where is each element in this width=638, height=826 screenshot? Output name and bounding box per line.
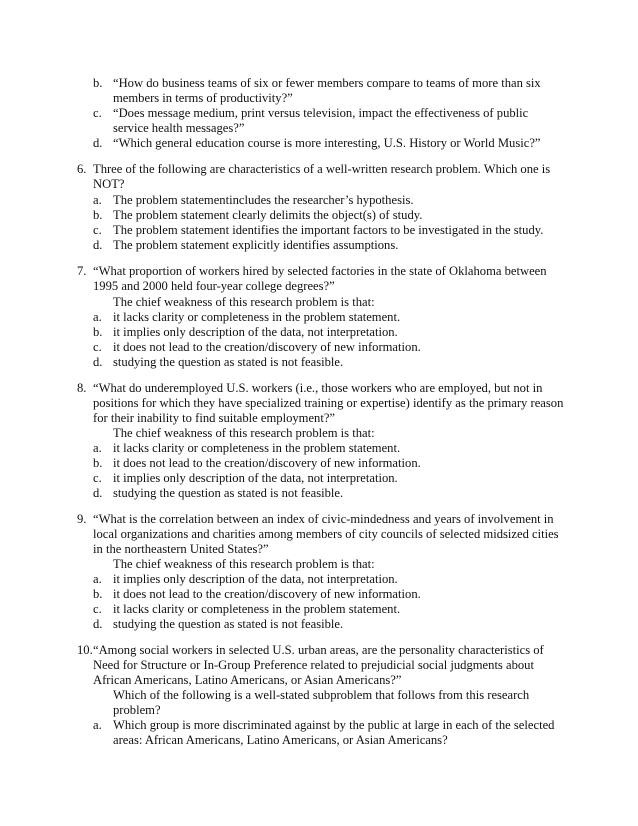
question-text: Need for Structure or In-Group Preference related to prejudicial social judgments about — [93, 658, 534, 672]
question-text: “What proportion of workers hired by selected factories in the state of Oklahoma between — [93, 264, 547, 278]
question-text: “What do underemployed U.S. workers (i.e., those workers who are employed, but not in — [93, 381, 543, 395]
question-stem: The chief weakness of this research problem is that: — [113, 557, 375, 571]
question-number: 8. — [77, 381, 87, 395]
question-text: Three of the following are characteristics of a well-written research problem. Which one is — [93, 162, 551, 176]
option-text: it does not lead to the creation/discovery of new information. — [113, 340, 421, 354]
option-marker: b. — [93, 587, 103, 601]
question-stem: Which of the following is a well-stated subproblem that follows from this research — [113, 688, 530, 702]
option-marker: c. — [93, 471, 102, 485]
option-marker: a. — [93, 193, 102, 207]
question-text: African Americans, Latino Americans, or Asian Americans?” — [93, 673, 402, 687]
option-marker: b. — [93, 325, 103, 339]
option-text: it implies only description of the data, not interpretation. — [113, 471, 398, 485]
option-text: it implies only description of the data, not interpretation. — [113, 572, 398, 586]
question-text: NOT? — [93, 177, 125, 191]
question-text: for their inability to find suitable employment?” — [93, 411, 336, 425]
option-text: areas: African Americans, Latino Americans, or Asian Americans? — [113, 733, 448, 747]
option-text: “Does message medium, print versus television, impact the effectiveness of public — [113, 106, 529, 120]
option-marker: b. — [93, 208, 103, 222]
option-marker: a. — [93, 572, 102, 586]
option-marker: d. — [93, 238, 103, 252]
option-marker: a. — [93, 718, 102, 732]
question-text: “Among social workers in selected U.S. urban areas, are the personality characteristics of — [93, 643, 544, 657]
option-marker: b. — [93, 456, 103, 470]
option-marker: c. — [93, 602, 102, 616]
option-marker: d. — [93, 355, 103, 369]
option-text: it lacks clarity or completeness in the problem statement. — [113, 310, 401, 324]
option-text: The problem statement identifies the important factors to be investigated in the study. — [113, 223, 544, 237]
option-text: it lacks clarity or completeness in the problem statement. — [113, 602, 401, 616]
option-text: it lacks clarity or completeness in the problem statement. — [113, 441, 401, 455]
option-text: service health messages?” — [113, 121, 245, 135]
option-marker: a. — [93, 441, 102, 455]
question-number: 9. — [77, 512, 87, 526]
option-text: studying the question as stated is not feasible. — [113, 355, 344, 369]
option-text: it does not lead to the creation/discovery of new information. — [113, 587, 421, 601]
question-number: 10. — [77, 643, 93, 657]
option-text: it implies only description of the data, not interpretation. — [113, 325, 398, 339]
option-text: The problem statementincludes the researcher’s hypothesis. — [113, 193, 414, 207]
option-text: studying the question as stated is not feasible. — [113, 486, 344, 500]
question-text: 1995 and 2000 held four-year college degrees?” — [93, 279, 335, 293]
option-marker: d. — [93, 617, 103, 631]
option-text: The problem statement clearly delimits the object(s) of study. — [113, 208, 423, 222]
option-text: studying the question as stated is not feasible. — [113, 617, 344, 631]
question-text: in the northeastern United States?” — [93, 542, 269, 556]
option-text: The problem statement explicitly identifies assumptions. — [113, 238, 399, 252]
question-text: “What is the correlation between an index of civic-mindedness and years of involvement in — [93, 512, 554, 526]
option-marker: b. — [93, 76, 103, 90]
option-marker: c. — [93, 106, 102, 120]
question-stem: problem? — [113, 703, 161, 717]
option-text: “How do business teams of six or fewer members compare to teams of more than six — [113, 76, 541, 90]
option-marker: d. — [93, 486, 103, 500]
option-text: it does not lead to the creation/discovery of new information. — [113, 456, 421, 470]
option-text: Which group is more discriminated against by the public at large in each of the selected — [113, 718, 555, 732]
question-number: 6. — [77, 162, 87, 176]
question-text: local organizations and charities among members of city councils of selected midsized cities — [93, 527, 559, 541]
question-number: 7. — [77, 264, 87, 278]
option-marker: c. — [93, 223, 102, 237]
option-marker: a. — [93, 310, 102, 324]
option-text: “Which general education course is more interesting, U.S. History or World Music?” — [113, 136, 541, 150]
question-stem: The chief weakness of this research problem is that: — [113, 295, 375, 309]
question-text: positions for which they have specialized training or expertise) identify as the primary reason — [93, 396, 564, 410]
option-marker: d. — [93, 136, 103, 150]
option-marker: c. — [93, 340, 102, 354]
option-text: members in terms of productivity?” — [113, 91, 293, 105]
question-stem: The chief weakness of this research problem is that: — [113, 426, 375, 440]
